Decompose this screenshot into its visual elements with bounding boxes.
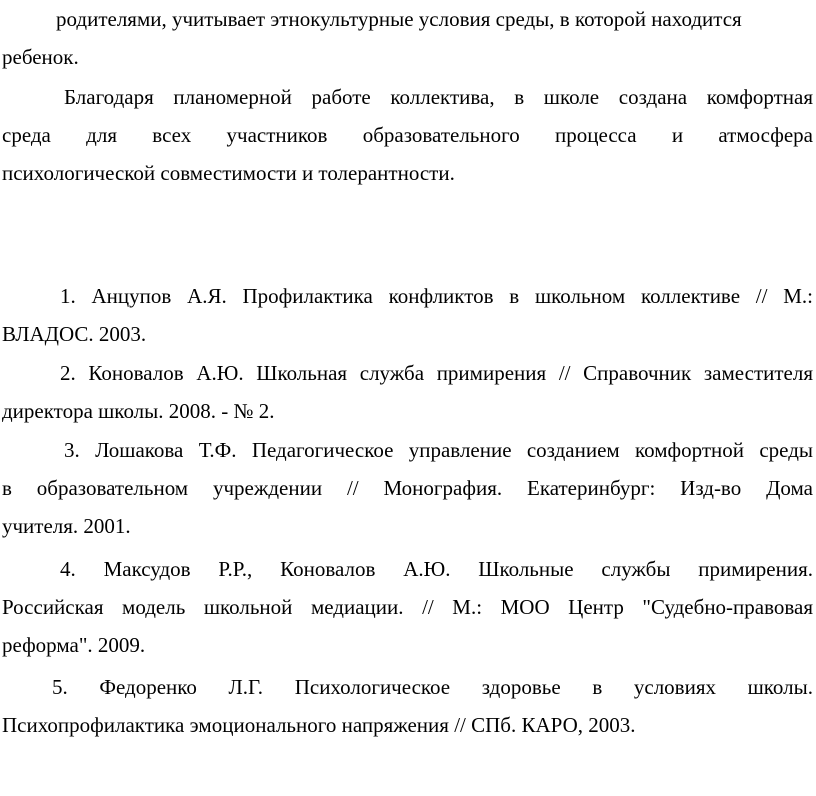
paragraph-line: Благодаря планомерной работе коллектива, в школе создана комфортная <box>64 85 813 109</box>
reference-line: 1. Анцупов А.Я. Профилактика конфликтов в школьном коллективе // М.: <box>60 284 813 308</box>
reference-line: Российская модель школьной медиации. // М.: МОО Центр "Судебно-правовая <box>2 595 813 619</box>
paragraph-line: родителями, учитывает этнокультурные условия среды, в которой находится <box>56 7 742 31</box>
reference-item-4 <box>2 550 813 664</box>
reference-item-3 <box>2 431 813 545</box>
reference-line: учителя. 2001. <box>2 514 131 538</box>
paragraph-line: ребенок. <box>2 45 79 69</box>
reference-line: ВЛАДОС. 2003. <box>2 322 147 346</box>
reference-item-1 <box>2 277 813 353</box>
body-paragraph-2 <box>2 78 813 192</box>
reference-item-2 <box>2 354 813 430</box>
body-paragraph-1 <box>2 0 813 76</box>
paragraph-line: среда для всех участников образовательного процесса и атмосфера <box>2 123 813 147</box>
reference-line: 2. Коновалов А.Ю. Школьная служба примирения // Справочник заместителя <box>60 361 813 385</box>
reference-item-5 <box>2 668 813 744</box>
reference-line: в образовательном учреждении // Монография. Екатеринбург: Изд-во Дома <box>2 476 813 500</box>
reference-line: 5. Федоренко Л.Г. Психологическое здоровье в условиях школы. <box>52 675 813 699</box>
reference-line: Психопрофилактика эмоционального напряжения // СПб. КАРО, 2003. <box>2 713 636 737</box>
paragraph-line: психологической совместимости и толерантности. <box>2 161 455 185</box>
reference-line: реформа". 2009. <box>2 633 146 657</box>
reference-line: 4. Максудов Р.Р., Коновалов А.Ю. Школьные службы примирения. <box>60 557 813 581</box>
reference-line: 3. Лошакова Т.Ф. Педагогическое управление созданием комфортной среды <box>64 438 813 462</box>
reference-line: директора школы. 2008. - № 2. <box>2 399 275 423</box>
